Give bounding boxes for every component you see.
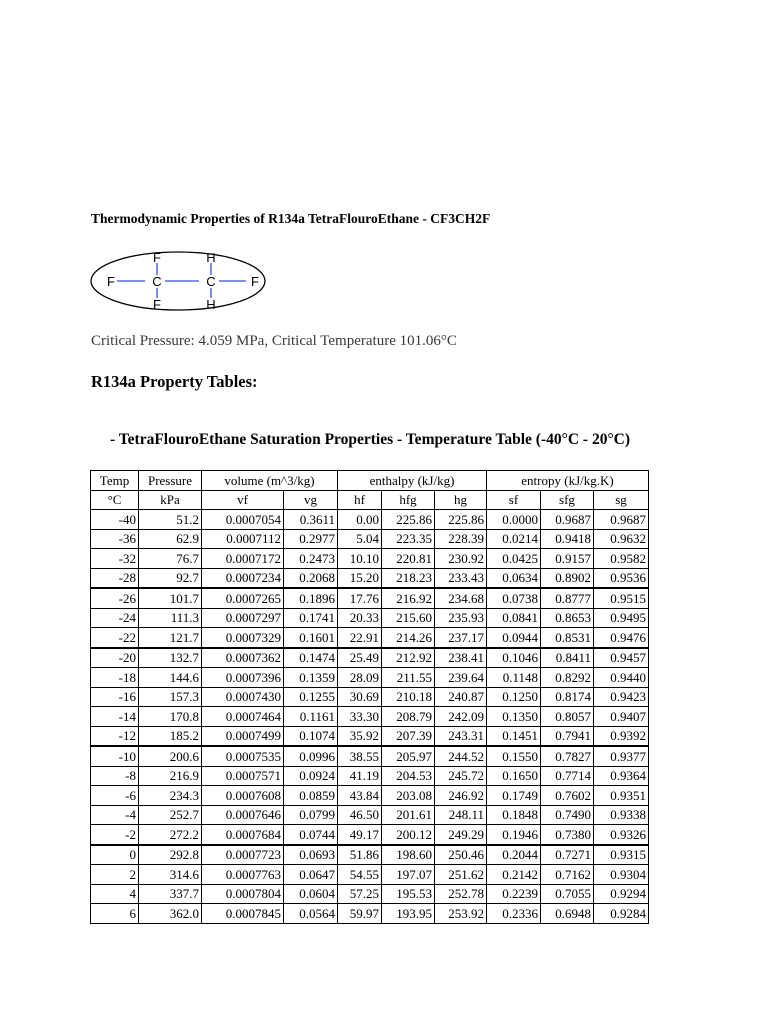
table-cell: 111.3 [139,608,202,628]
table-cell: 220.81 [382,549,435,569]
table-cell: 0.0841 [487,608,541,628]
table-cell: -24 [91,608,139,628]
table-cell: 225.86 [435,510,487,530]
table-cell: 0.0000 [487,510,541,530]
table-cell: -20 [91,648,139,668]
atom-carbon-2: C [206,274,216,289]
table-cell: 250.46 [435,845,487,865]
table-cell: 0.9457 [594,648,649,668]
table-row [91,668,649,688]
table-cell: 0.0007804 [202,884,284,904]
table-cell: 0.0007329 [202,628,284,648]
table-cell: 0.0214 [487,529,541,549]
table-cell: 0.0007297 [202,608,284,628]
table-cell: 211.55 [382,668,435,688]
table-cell: 4 [91,884,139,904]
table-cell: 17.76 [338,588,382,608]
table-cell: 237.17 [435,628,487,648]
table-cell: 242.09 [435,707,487,727]
table-cell: 170.8 [139,707,202,727]
table-cell: 240.87 [435,687,487,707]
table-cell: 0.7380 [541,825,594,845]
table-cell: 0.1550 [487,746,541,766]
table-cell: 198.60 [382,845,435,865]
table-cell: 0.1074 [284,726,338,746]
table-cell: 0.0799 [284,805,338,825]
group-header-row [91,471,649,491]
table-cell: 0.1161 [284,707,338,727]
table-cell: 0.0924 [284,766,338,786]
table-cell: 0.0564 [284,904,338,924]
unit-header: sfg [541,490,594,510]
table-cell: 0.1741 [284,608,338,628]
table-cell: 0.1650 [487,766,541,786]
table-cell: 0.0944 [487,628,541,648]
table-cell: 0.0007646 [202,805,284,825]
unit-header: vg [284,490,338,510]
table-cell: 157.3 [139,687,202,707]
table-cell: 15.20 [338,568,382,588]
table-cell: 0.0007234 [202,568,284,588]
unit-header: vf [202,490,284,510]
header-volume: volume (m^3/kg) [202,471,338,491]
table-cell: 0.9418 [541,529,594,549]
table-cell: 0.2142 [487,865,541,885]
table-cell: 0.1896 [284,588,338,608]
table-row [91,746,649,766]
atom-f-right: F [251,274,259,289]
table-cell: 6 [91,904,139,924]
table-cell: 0.9476 [594,628,649,648]
unit-header: hfg [382,490,435,510]
atom-carbon-1: C [152,274,162,289]
table-row [91,608,649,628]
table-row [91,568,649,588]
table-cell: 215.60 [382,608,435,628]
unit-header-row [91,490,649,510]
table-cell: 0.8777 [541,588,594,608]
table-cell: 0.0007723 [202,845,284,865]
table-cell: 204.53 [382,766,435,786]
header-pressure: Pressure [139,471,202,491]
table-cell: 245.72 [435,766,487,786]
table-cell: 0.7162 [541,865,594,885]
table-cell: 0.7055 [541,884,594,904]
table-row [91,588,649,608]
table-cell: 0.9536 [594,568,649,588]
table-cell: 0.0007362 [202,648,284,668]
table-cell: 57.25 [338,884,382,904]
table-cell: -8 [91,766,139,786]
table-cell: 41.19 [338,766,382,786]
table-cell: 49.17 [338,825,382,845]
table-cell: 0.0738 [487,588,541,608]
table-cell: 207.39 [382,726,435,746]
table-cell: 234.3 [139,786,202,806]
table-row [91,865,649,885]
table-row [91,549,649,569]
table-cell: 337.7 [139,884,202,904]
table-cell: 121.7 [139,628,202,648]
table-cell: 51.86 [338,845,382,865]
unit-header: hf [338,490,382,510]
table-cell: 0.9294 [594,884,649,904]
header-enthalpy: enthalpy (kJ/kg) [338,471,487,491]
table-cell: 46.50 [338,805,382,825]
table-cell: 0.1474 [284,648,338,668]
table-cell: 0.0007430 [202,687,284,707]
table-row [91,766,649,786]
table-cell: 0.2473 [284,549,338,569]
table-cell: 0.1848 [487,805,541,825]
table-cell: 0.9377 [594,746,649,766]
table-row [91,707,649,727]
table-cell: -16 [91,687,139,707]
table-cell: 33.30 [338,707,382,727]
table-cell: 212.92 [382,648,435,668]
table-cell: 0.0007499 [202,726,284,746]
table-cell: 239.64 [435,668,487,688]
table-cell: -12 [91,726,139,746]
table-cell: 0.7941 [541,726,594,746]
table-cell: 205.97 [382,746,435,766]
table-cell: 235.93 [435,608,487,628]
table-cell: 0.9515 [594,588,649,608]
unit-header: °C [91,490,139,510]
table-cell: -14 [91,707,139,727]
table-cell: 0.00 [338,510,382,530]
header-entropy: entropy (kJ/kg.K) [487,471,649,491]
table-row [91,825,649,845]
table-cell: 223.35 [382,529,435,549]
table-cell: 2 [91,865,139,885]
table-cell: 0.8057 [541,707,594,727]
table-cell: 0.8902 [541,568,594,588]
atom-h-top: H [206,250,216,265]
table-row [91,529,649,549]
table-cell: 210.18 [382,687,435,707]
table-cell: 0.6948 [541,904,594,924]
table-cell: 251.62 [435,865,487,885]
table-cell: 0.7271 [541,845,594,865]
table-cell: 0.9687 [541,510,594,530]
table-cell: 214.26 [382,628,435,648]
table-cell: 22.91 [338,628,382,648]
table-row [91,648,649,668]
table-cell: 0.2977 [284,529,338,549]
table-cell: 38.55 [338,746,382,766]
document-title: Thermodynamic Properties of R134a TetraFlouroEthane - CF3CH2F [91,211,491,226]
table-cell: 0.3611 [284,510,338,530]
table-cell: 249.29 [435,825,487,845]
table-cell: 20.33 [338,608,382,628]
table-cell: 234.68 [435,588,487,608]
table-cell: 185.2 [139,726,202,746]
table-cell: 197.07 [382,865,435,885]
table-cell: 51.2 [139,510,202,530]
table-cell: 0.0007464 [202,707,284,727]
table-cell: 252.78 [435,884,487,904]
table-cell: 0.9392 [594,726,649,746]
table-cell: 5.04 [338,529,382,549]
table-cell: 218.23 [382,568,435,588]
saturation-properties-table [90,470,649,924]
table-cell: 0.9157 [541,549,594,569]
table-cell: 0.8292 [541,668,594,688]
table-cell: 0.0693 [284,845,338,865]
table-cell: 0.0007684 [202,825,284,845]
table-row [91,628,649,648]
table-cell: 0.0007265 [202,588,284,608]
table-cell: 0.9284 [594,904,649,924]
table-cell: 0.8653 [541,608,594,628]
table-cell: 230.92 [435,549,487,569]
table-row [91,904,649,924]
table-cell: -22 [91,628,139,648]
table-cell: 0.9326 [594,825,649,845]
table-cell: 0.1946 [487,825,541,845]
table-cell: 10.10 [338,549,382,569]
table-cell: 0.9407 [594,707,649,727]
table-cell: 0.7490 [541,805,594,825]
table-cell: 225.86 [382,510,435,530]
table-cell: 243.31 [435,726,487,746]
table-body [91,510,649,924]
table-cell: 0.0007608 [202,786,284,806]
table-cell: 43.84 [338,786,382,806]
table-cell: 0.9304 [594,865,649,885]
table-cell: 0.9632 [594,529,649,549]
table-cell: -36 [91,529,139,549]
table-cell: 193.95 [382,904,435,924]
table-cell: -32 [91,549,139,569]
molecule-diagram [89,248,267,312]
table-row [91,510,649,530]
table-cell: 0.8531 [541,628,594,648]
table-cell: 314.6 [139,865,202,885]
table-cell: 0.0996 [284,746,338,766]
table-cell: 144.6 [139,668,202,688]
table-cell: 0.9338 [594,805,649,825]
table-caption: - TetraFlouroEthane Saturation Properties - Temperature Table (-40°C - 20°C) [109,431,630,448]
table-cell: 233.43 [435,568,487,588]
table-cell: 30.69 [338,687,382,707]
table-cell: 0.0604 [284,884,338,904]
table-cell: 0.0007054 [202,510,284,530]
table-cell: 0.7827 [541,746,594,766]
table-cell: 25.49 [338,648,382,668]
table-cell: 0.0647 [284,865,338,885]
atom-f-left: F [107,274,115,289]
table-cell: 0.0007396 [202,668,284,688]
table-cell: 238.41 [435,648,487,668]
table-cell: 0.0007571 [202,766,284,786]
table-cell: 0.2068 [284,568,338,588]
table-row [91,845,649,865]
unit-header: hg [435,490,487,510]
table-cell: 0.9315 [594,845,649,865]
table-row [91,687,649,707]
table-cell: 248.11 [435,805,487,825]
table-cell: 203.08 [382,786,435,806]
table-cell: 0.0007535 [202,746,284,766]
table-cell: 200.6 [139,746,202,766]
table-cell: 0.9364 [594,766,649,786]
table-cell: 0.1359 [284,668,338,688]
table-cell: -18 [91,668,139,688]
table-cell: 195.53 [382,884,435,904]
table-cell: 92.7 [139,568,202,588]
table-cell: -2 [91,825,139,845]
table-cell: 0.1255 [284,687,338,707]
table-cell: 0.0007172 [202,549,284,569]
table-cell: 0.1250 [487,687,541,707]
table-cell: 208.79 [382,707,435,727]
table-cell: -26 [91,588,139,608]
table-cell: -28 [91,568,139,588]
table-cell: 0.1451 [487,726,541,746]
critical-properties: Critical Pressure: 4.059 MPa, Critical Temperature 101.06°C [91,333,457,349]
table-cell: -4 [91,805,139,825]
table-cell: 0.1046 [487,648,541,668]
table-cell: 35.92 [338,726,382,746]
table-cell: 0.0634 [487,568,541,588]
table-cell: 228.39 [435,529,487,549]
table-cell: 0 [91,845,139,865]
table-cell: 292.8 [139,845,202,865]
atom-f-bottom: F [153,297,161,312]
table-cell: 0.2336 [487,904,541,924]
table-cell: 0.7602 [541,786,594,806]
table-cell: 272.2 [139,825,202,845]
table-cell: 0.9687 [594,510,649,530]
table-cell: 0.0744 [284,825,338,845]
table-row [91,884,649,904]
atom-f-top: F [153,250,161,265]
molecule-bonds [117,263,246,298]
table-cell: 0.0007763 [202,865,284,885]
table-cell: 132.7 [139,648,202,668]
table-cell: -40 [91,510,139,530]
table-cell: 0.9582 [594,549,649,569]
table-cell: 246.92 [435,786,487,806]
table-cell: 0.1749 [487,786,541,806]
table-cell: 253.92 [435,904,487,924]
table-cell: 0.9495 [594,608,649,628]
table-cell: 0.7714 [541,766,594,786]
table-cell: 59.97 [338,904,382,924]
table-cell: 54.55 [338,865,382,885]
unit-header: sf [487,490,541,510]
table-cell: 0.1350 [487,707,541,727]
table-cell: 101.7 [139,588,202,608]
table-cell: 0.9440 [594,668,649,688]
header-temp: Temp [91,471,139,491]
table-cell: 0.8174 [541,687,594,707]
table-cell: 0.0007845 [202,904,284,924]
section-title: R134a Property Tables: [91,372,258,391]
table-cell: -6 [91,786,139,806]
table-cell: 0.0859 [284,786,338,806]
table-cell: 0.2044 [487,845,541,865]
table-cell: 362.0 [139,904,202,924]
unit-header: sg [594,490,649,510]
table-cell: 0.9351 [594,786,649,806]
table-cell: 0.1148 [487,668,541,688]
table-row [91,805,649,825]
unit-header: kPa [139,490,202,510]
table-cell: 201.61 [382,805,435,825]
table-cell: 62.9 [139,529,202,549]
table-cell: 252.7 [139,805,202,825]
table-cell: 0.0425 [487,549,541,569]
table-cell: 216.9 [139,766,202,786]
table-cell: 0.9423 [594,687,649,707]
table-cell: 244.52 [435,746,487,766]
table-cell: 76.7 [139,549,202,569]
table-row [91,786,649,806]
table-cell: 200.12 [382,825,435,845]
table-cell: 0.2239 [487,884,541,904]
table-cell: 0.1601 [284,628,338,648]
table-cell: 28.09 [338,668,382,688]
table-cell: 0.8411 [541,648,594,668]
table-row [91,726,649,746]
table-cell: 0.0007112 [202,529,284,549]
atom-h-bottom: H [206,297,216,312]
table-cell: 216.92 [382,588,435,608]
table-cell: -10 [91,746,139,766]
